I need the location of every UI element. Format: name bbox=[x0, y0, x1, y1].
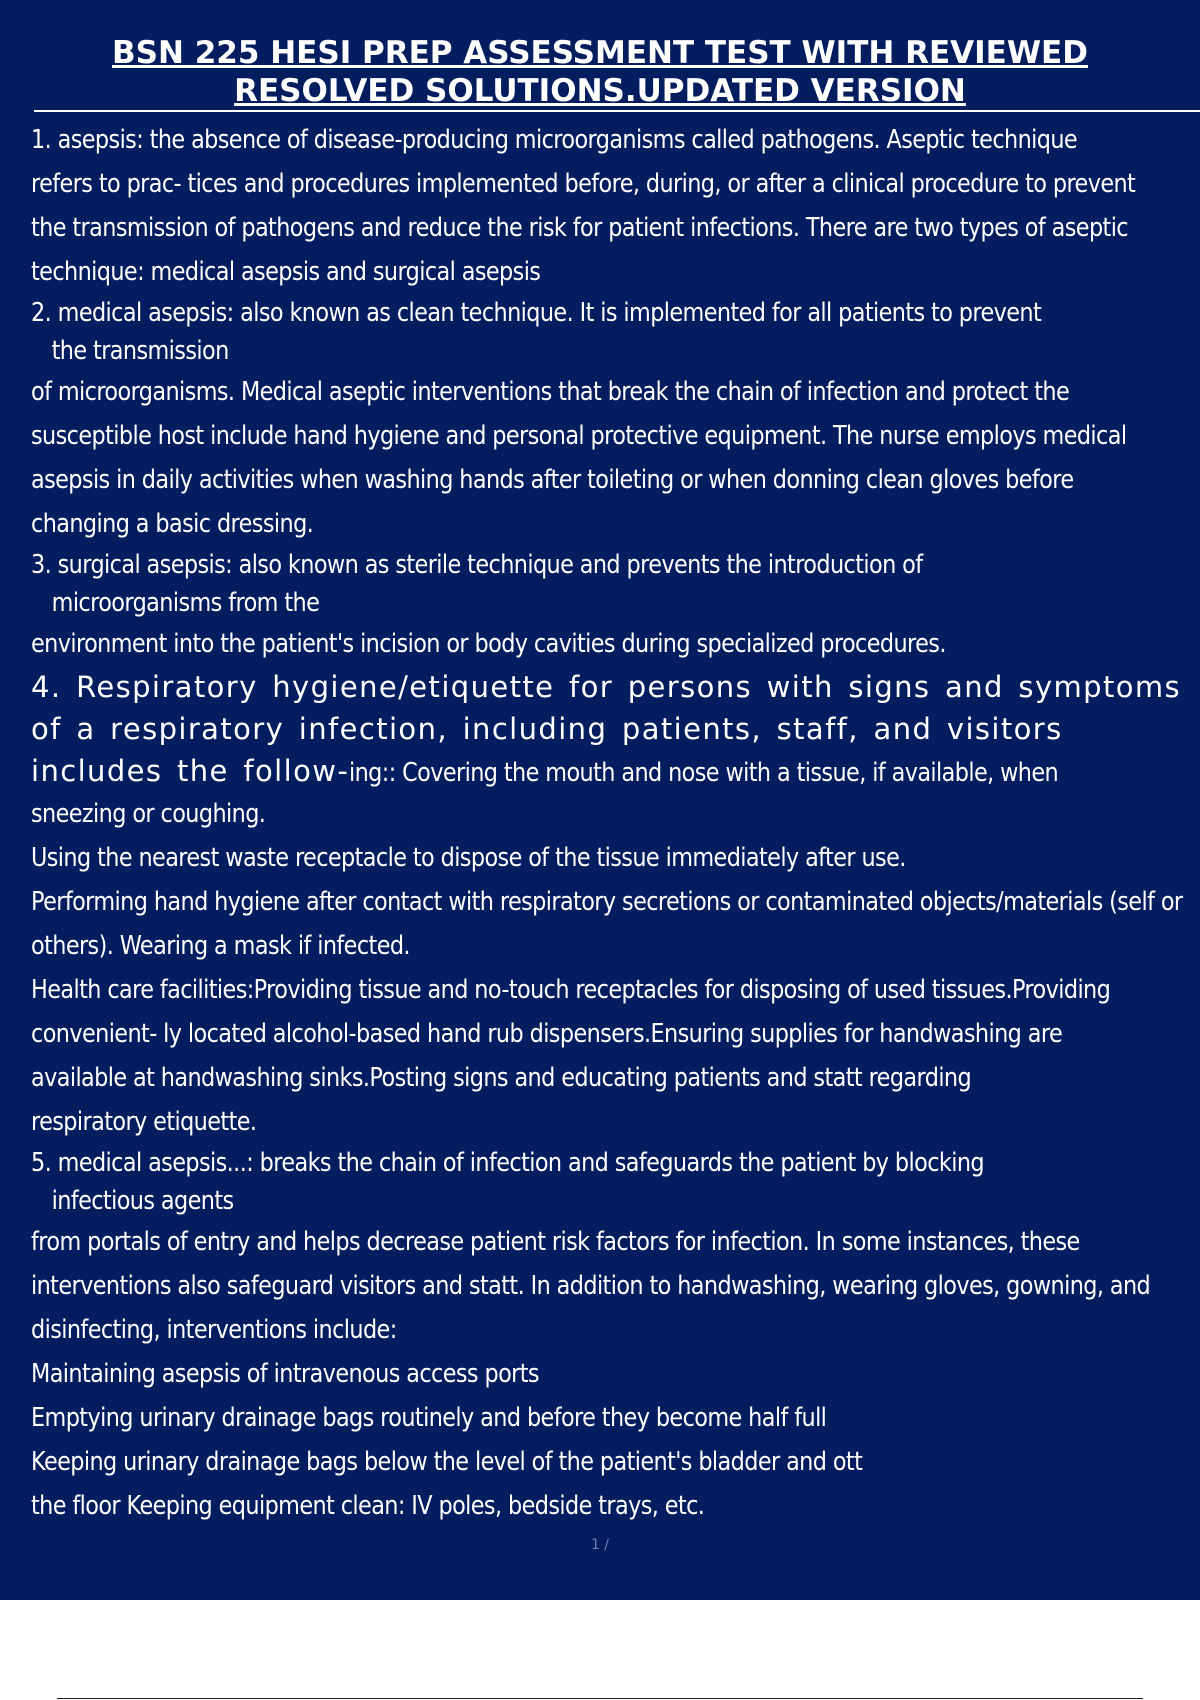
body-line: technique: medical asepsis and surgical asepsis bbox=[31, 257, 541, 287]
body-line: available at handwashing sinks.Posting signs and educating patients and statt regarding bbox=[31, 1063, 972, 1093]
body-line: refers to prac- tices and procedures implemented before, during, or after a clinical procedure to prevent bbox=[31, 169, 1136, 199]
body-line: the floor Keeping equipment clean: IV poles, bedside trays, etc. bbox=[31, 1491, 705, 1521]
body-line-large-part: includes the follow- bbox=[31, 754, 350, 788]
body-line: Keeping urinary drainage bags below the level of the patient's bladder and ott bbox=[31, 1447, 863, 1477]
body-line: Performing hand hygiene after contact with respiratory secretions or contaminated objects/materials (self or bbox=[31, 887, 1183, 917]
body-line: respiratory etiquette. bbox=[31, 1107, 257, 1137]
body-line-small-part: ing:: Covering the mouth and nose with a tissue, if available, when bbox=[349, 758, 1059, 788]
body-line: 1. asepsis: the absence of disease-producing microorganisms called pathogens. Aseptic technique bbox=[31, 125, 1078, 155]
body-line: environment into the patient's incision or body cavities during specialized procedures. bbox=[31, 629, 946, 659]
body-line: Emptying urinary drainage bags routinely and before they become half full bbox=[31, 1403, 827, 1433]
body-line: infectious agents bbox=[51, 1186, 234, 1216]
body-line: interventions also safeguard visitors and statt. In addition to handwashing, wearing gloves, gowning, and bbox=[31, 1271, 1151, 1301]
body-line: 3. surgical asepsis: also known as sterile technique and prevents the introduction of bbox=[31, 550, 923, 580]
body-line: microorganisms from the bbox=[51, 588, 320, 618]
body-line: of microorganisms. Medical aseptic interventions that break the chain of infection and protect the bbox=[31, 377, 1070, 407]
body-line: sneezing or coughing. bbox=[31, 799, 266, 829]
document-body bbox=[31, 118, 1200, 1528]
body-line: Using the nearest waste receptacle to dispose of the tissue immediately after use. bbox=[31, 843, 906, 873]
next-page-divider bbox=[57, 1698, 1143, 1699]
body-line: from portals of entry and helps decrease patient risk factors for infection. In some instances, these bbox=[31, 1227, 1080, 1257]
document-title bbox=[40, 34, 1160, 110]
title-divider bbox=[34, 110, 1200, 112]
title-line-2: RESOLVED SOLUTIONS.UPDATED VERSION bbox=[234, 73, 966, 109]
body-line: the transmission bbox=[51, 336, 229, 366]
page-number: 1 / bbox=[590, 1537, 610, 1553]
body-line: convenient- ly located alcohol-based hand rub dispensers.Ensuring supplies for handwashing are bbox=[31, 1019, 1063, 1049]
body-line: 5. medical asepsis...: breaks the chain of infection and safeguards the patient by blocking bbox=[31, 1148, 985, 1178]
body-line: the transmission of pathogens and reduce the risk for patient infections. There are two types of aseptic bbox=[31, 213, 1129, 243]
body-line: susceptible host include hand hygiene and personal protective equipment. The nurse employs medical bbox=[31, 421, 1127, 451]
body-line: Maintaining asepsis of intravenous access ports bbox=[31, 1359, 539, 1389]
body-line: others). Wearing a mask if infected. bbox=[31, 931, 410, 961]
body-line: asepsis in daily activities when washing hands after toileting or when donning clean gloves before bbox=[31, 465, 1074, 495]
body-line: disinfecting, interventions include: bbox=[31, 1315, 397, 1345]
body-line: Health care facilities:Providing tissue and no-touch receptacles for disposing of used tissues.Providing bbox=[31, 975, 1111, 1005]
body-line: 2. medical asepsis: also known as clean technique. It is implemented for all patients to prevent bbox=[31, 298, 1042, 328]
body-line-large: of a respiratory infection, including patients, staff, and visitors bbox=[31, 712, 1063, 746]
title-line-1: BSN 225 HESI PREP ASSESSMENT TEST WITH REVIEWED bbox=[112, 35, 1088, 71]
body-line: changing a basic dressing. bbox=[31, 509, 314, 539]
body-line-large: 4. Respiratory hygiene/etiquette for persons with signs and symptoms bbox=[31, 670, 1182, 704]
body-line-mixed bbox=[31, 750, 1200, 792]
